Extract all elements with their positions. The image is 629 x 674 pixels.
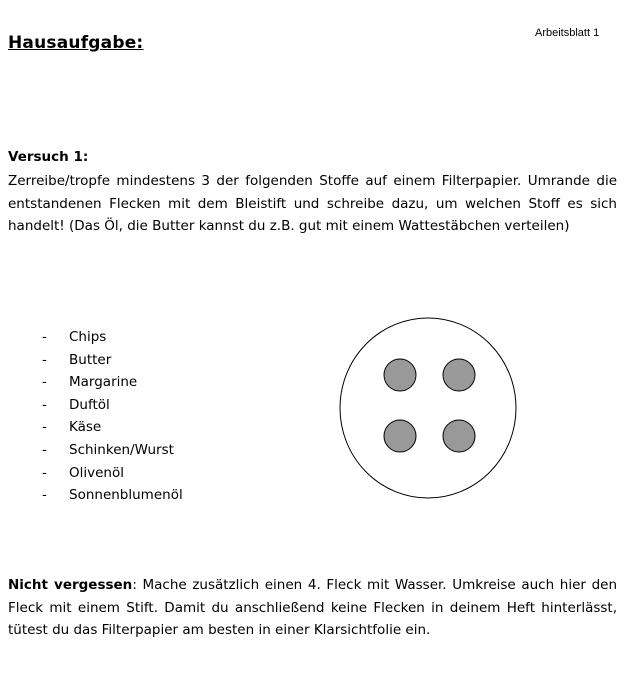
- list-bullet: -: [42, 374, 47, 391]
- list-item: [42, 439, 183, 462]
- reminder-text: : Mache zusätzlich einen 4. Fleck mit Wasser. Umkreise auch hier den Fleck mit einem Stift. Damit du anschließend keine Flecken in deinem Heft hinterlässt, tütest du das Filterpapier am besten in einer Klarsichtfolie ein.: [8, 577, 618, 638]
- list-bullet: -: [42, 464, 47, 481]
- substance-list: [42, 326, 183, 507]
- list-item-label: Duftöl: [69, 396, 110, 413]
- experiment-heading: Versuch 1:: [8, 149, 89, 165]
- list-item: [42, 326, 183, 349]
- experiment-instructions: Zerreibe/tropfe mindestens 3 der folgenden Stoffe auf einem Filterpapier. Umrande die entstandenen Flecken mit dem Bleistift und schreibe dazu, um welchen Stoff es sich handelt! (Das Öl, die Butter kannst du z.B. gut mit einem Wattestäbchen verteilen): [8, 173, 617, 234]
- list-bullet: -: [42, 329, 47, 345]
- list-item-label: Käse: [69, 419, 102, 436]
- list-item: [42, 394, 183, 417]
- list-bullet: -: [42, 419, 47, 436]
- list-item-label: Margarine: [69, 374, 138, 391]
- spot-bottom-right: [443, 420, 475, 452]
- page-title: Hausaufgabe:: [8, 33, 144, 53]
- worksheet-label: Arbeitsblatt 1: [535, 27, 600, 39]
- list-item: [42, 349, 183, 372]
- list-item: [42, 371, 183, 394]
- list-bullet: -: [42, 351, 47, 368]
- reminder-note: [8, 574, 617, 642]
- list-item: [42, 462, 183, 485]
- filter-paper-circle: [340, 318, 516, 498]
- list-item-label: Chips: [69, 329, 107, 345]
- filter-paper-illustration: [338, 316, 520, 500]
- list-item: [42, 416, 183, 439]
- list-bullet: -: [42, 441, 47, 458]
- list-bullet: -: [42, 487, 47, 504]
- spot-top-right: [443, 359, 475, 391]
- reminder-label: Nicht vergessen: [8, 577, 133, 593]
- spot-top-left: [384, 359, 416, 391]
- list-item-label: Butter: [69, 351, 112, 368]
- list-item-label: Olivenöl: [69, 464, 124, 481]
- list-item: [42, 484, 183, 507]
- list-bullet: -: [42, 396, 47, 413]
- list-item-label: Schinken/Wurst: [69, 441, 174, 458]
- spot-bottom-left: [384, 420, 416, 452]
- list-item-label: Sonnenblumenöl: [69, 487, 183, 504]
